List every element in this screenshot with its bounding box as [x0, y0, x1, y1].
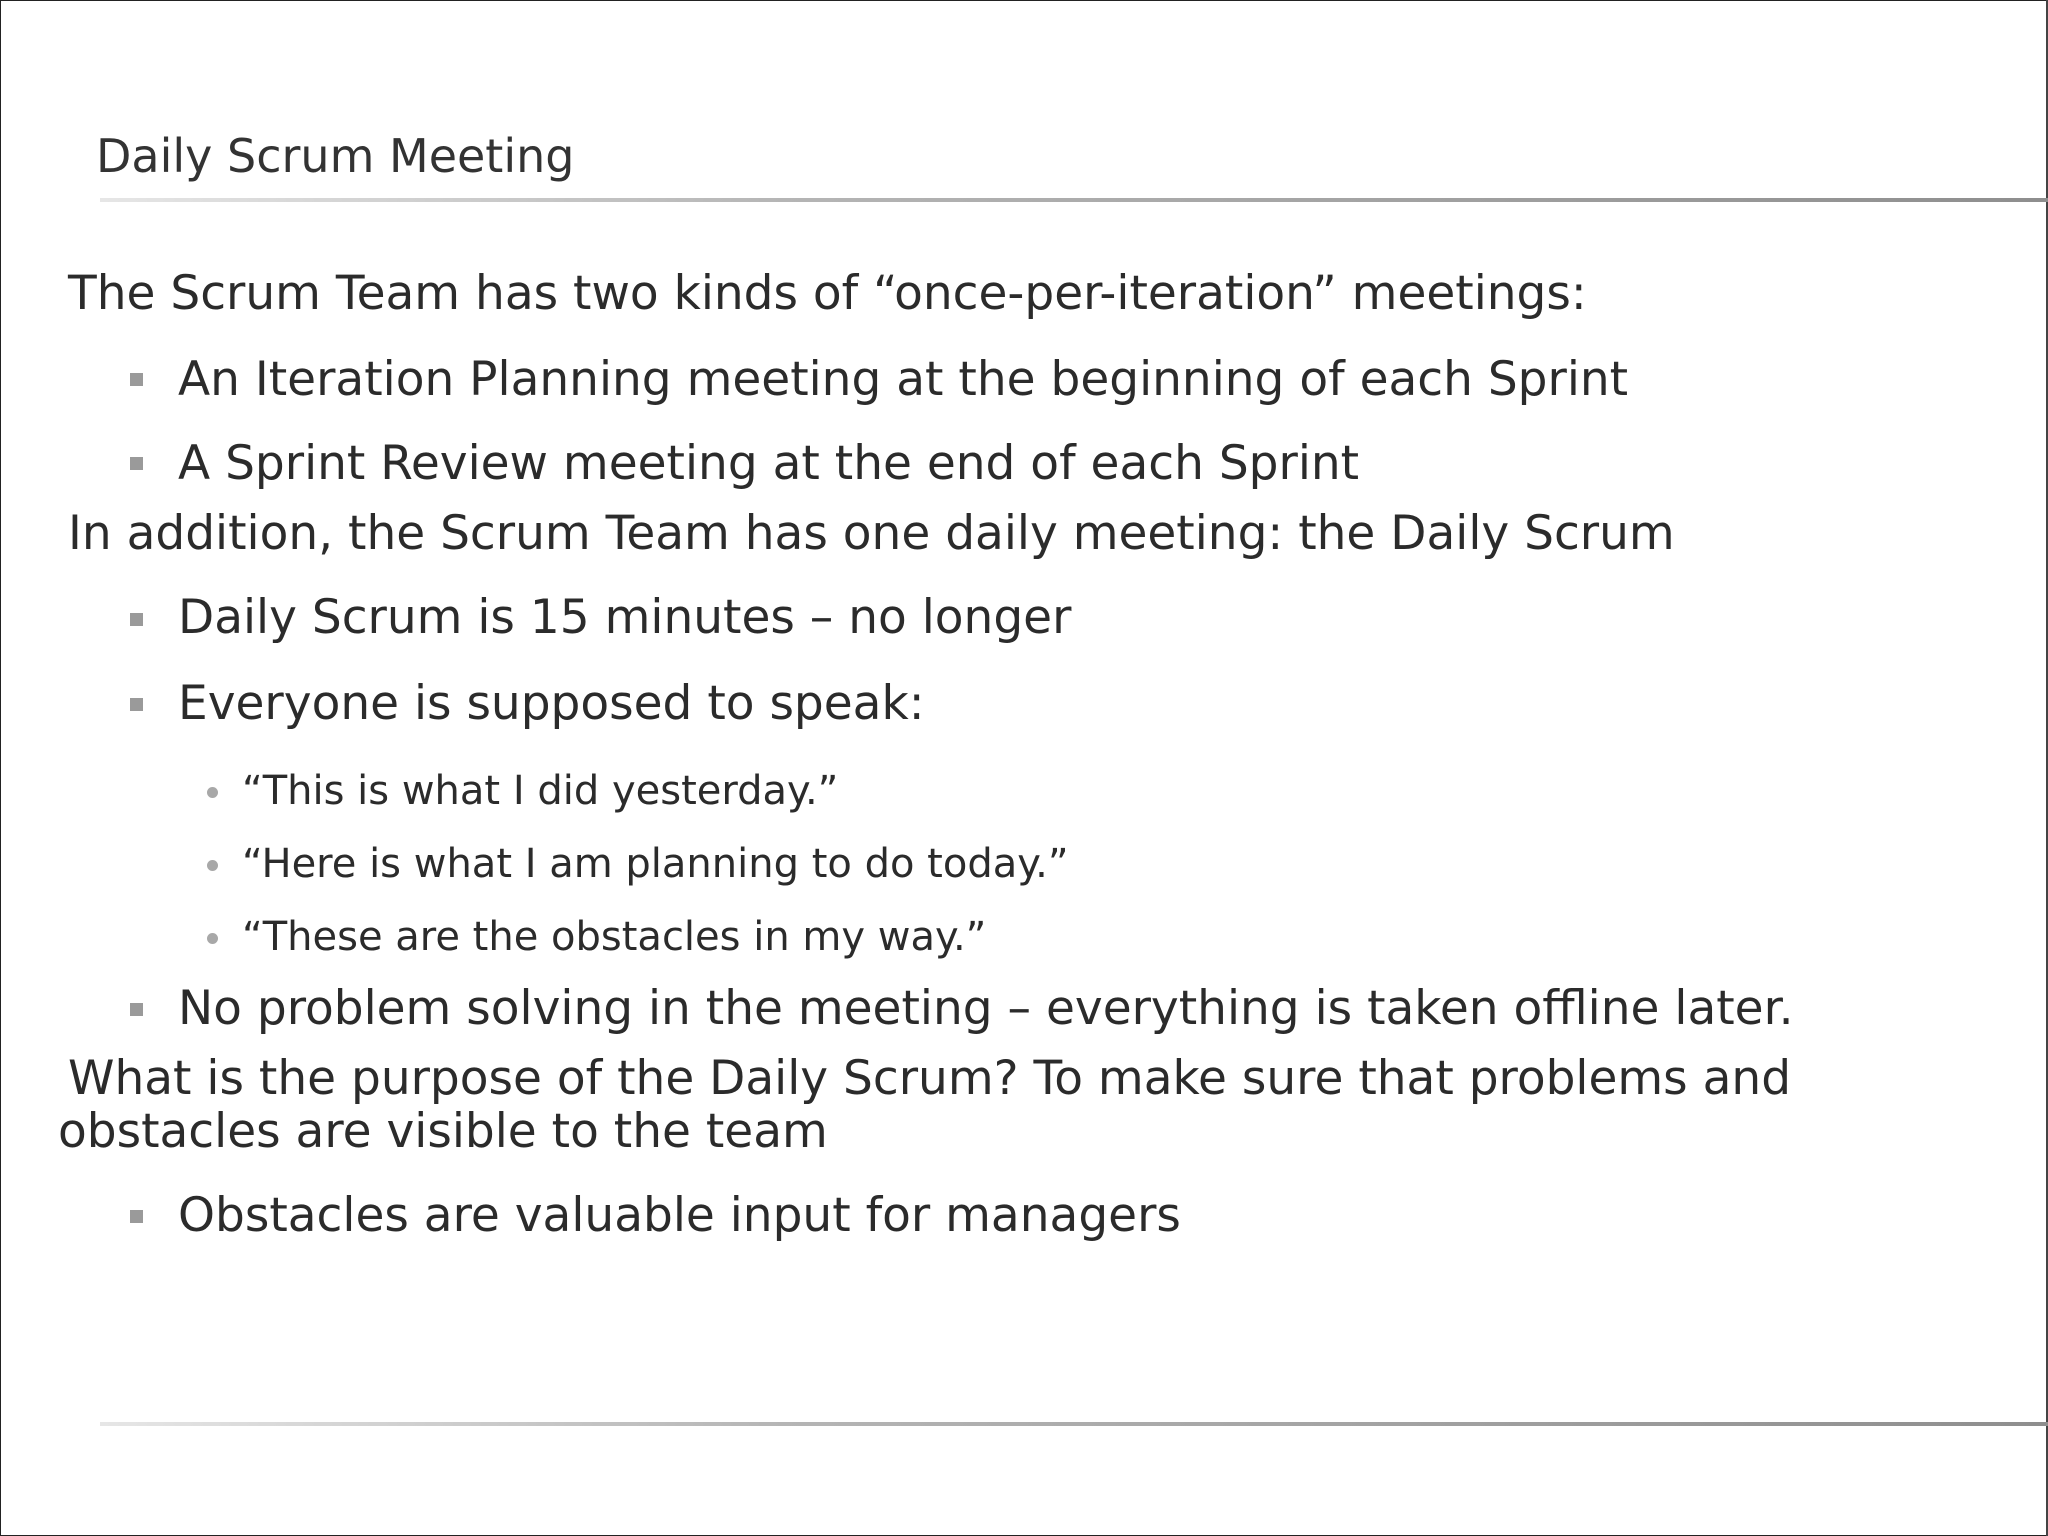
paragraph-daily-meeting: In addition, the Scrum Team has one daily meeting: the Daily Scrum — [68, 506, 1675, 561]
square-bullet-icon — [130, 613, 143, 626]
slide-title: Daily Scrum Meeting — [96, 129, 575, 183]
bullet-sprint-review: A Sprint Review meeting at the end of each Sprint — [178, 436, 1360, 491]
speak-item-obstacles: “These are the obstacles in my way.” — [242, 914, 987, 960]
bullet-fifteen-minutes: Daily Scrum is 15 minutes – no longer — [178, 590, 1072, 645]
square-bullet-icon — [130, 1003, 143, 1016]
bullet-no-problem-solving: No problem solving in the meeting – everything is taken offline later. — [178, 981, 1794, 1036]
round-bullet-icon — [207, 933, 218, 944]
title-divider — [100, 198, 2048, 202]
speak-item-today: “Here is what I am planning to do today.” — [242, 841, 1069, 887]
footer-divider — [100, 1422, 2048, 1426]
square-bullet-icon — [130, 1210, 143, 1223]
round-bullet-icon — [207, 860, 218, 871]
bullet-valuable-input: Obstacles are valuable input for managers — [178, 1188, 1181, 1243]
square-bullet-icon — [130, 698, 143, 711]
bullet-everyone-speaks: Everyone is supposed to speak: — [178, 676, 925, 731]
paragraph-purpose-line2: obstacles are visible to the team — [58, 1104, 828, 1159]
square-bullet-icon — [130, 373, 143, 386]
paragraph-purpose-line1: What is the purpose of the Daily Scrum? To make sure that problems and — [68, 1051, 1792, 1106]
paragraph-once-per-iteration: The Scrum Team has two kinds of “once-per-iteration” meetings: — [68, 266, 1587, 321]
square-bullet-icon — [130, 457, 143, 470]
speak-item-yesterday: “This is what I did yesterday.” — [242, 768, 839, 814]
round-bullet-icon — [207, 787, 218, 798]
bullet-iteration-planning: An Iteration Planning meeting at the beginning of each Sprint — [178, 352, 1629, 407]
